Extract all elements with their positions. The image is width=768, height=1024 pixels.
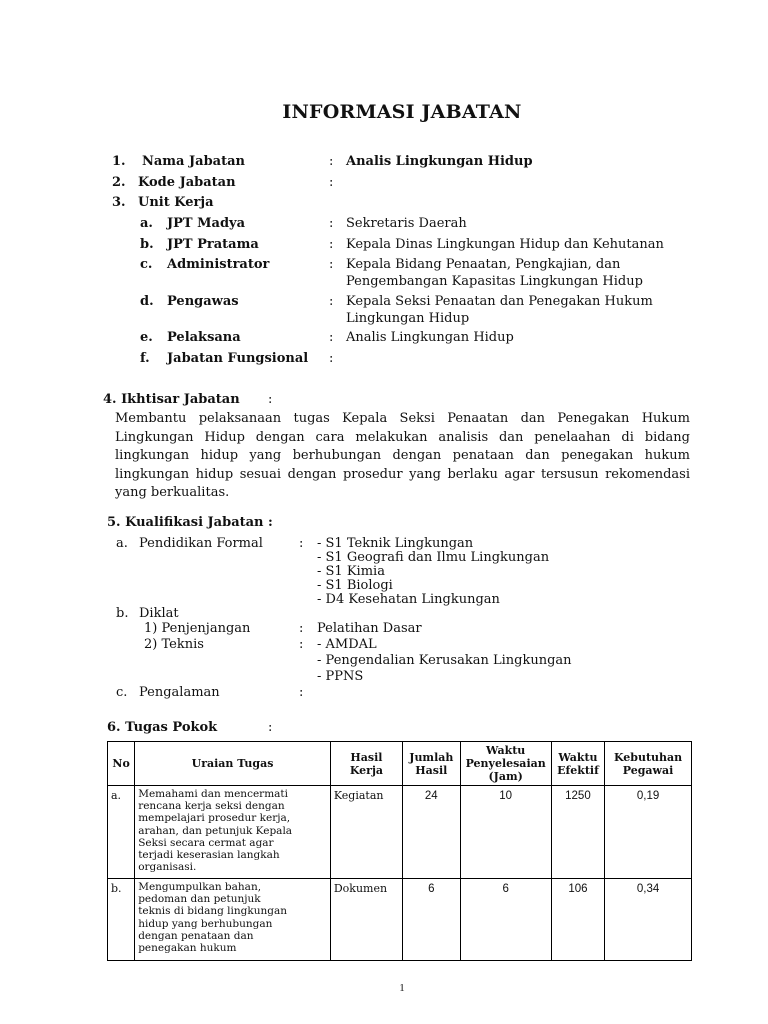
uraian-line: terjadi keserasian langkah (138, 849, 280, 862)
pendidikan-colon: : (299, 536, 304, 551)
col-header-no: No (108, 742, 135, 786)
item-num: 1. (112, 154, 126, 169)
cell-kebutuhan: 0,19 (605, 786, 692, 879)
cell-waktu: 10 (460, 786, 551, 879)
cell-efektif: 106 (551, 879, 604, 961)
pendidikan-item: - S1 Biologi (317, 578, 393, 593)
unit-label: Administrator (167, 257, 270, 272)
uraian-line: organisasi. (138, 861, 197, 874)
unit-colon: : (329, 237, 334, 252)
ikhtisar-text: Membantu pelaksanaan tugas Kepala Seksi Penaatan dan Penegakan Hukum Lingkungan Hidup dengan cara melakukan analisis dan penelaahan di bidang lingkungan hidup yang berhubungan dengan penataan dan penegakan hukum lingkungan hidup sesuai dengan prosedur yang berlaku agar tersusun rekomendasi yang berkualitas. (115, 411, 690, 500)
uraian-line: hidup yang berhubungan (138, 917, 273, 930)
item-label: Nama Jabatan (142, 154, 245, 169)
col-header-jumlah: Jumlah Hasil (403, 742, 461, 786)
pendidikan-item: - S1 Kimia (317, 564, 385, 579)
pengalaman-label: Pengalaman (139, 685, 220, 700)
item-colon: : (329, 154, 334, 169)
tugas-colon: : (268, 720, 273, 735)
table-header-row (108, 742, 692, 786)
uraian-line: arahan, dan petunjuk Kepala (138, 824, 293, 837)
pendidikan-item: - S1 Geografi dan Ilmu Lingkungan (317, 550, 550, 565)
teknis-colon: : (299, 637, 304, 652)
unit-letter: d. (140, 294, 154, 309)
uraian-line: mempelajari prosedur kerja, (138, 812, 291, 825)
unit-letter: b. (140, 237, 154, 252)
penjenjangan-colon: : (299, 621, 304, 636)
cell-kebutuhan: 0,34 (605, 879, 692, 961)
uraian-line: Seksi secara cermat agar (138, 836, 274, 849)
item-colon: : (329, 175, 334, 190)
pendidikan-item: - D4 Kesehatan Lingkungan (317, 592, 500, 607)
page-title: INFORMASI JABATAN (282, 101, 522, 123)
unit-value: Sekretaris Daerah (346, 216, 467, 231)
pendidikan-letter: a. (116, 536, 128, 551)
page-number: 1 (399, 982, 405, 994)
unit-label: JPT Pratama (167, 237, 259, 252)
unit-value: Kepala Bidang Penaatan, Pengkajian, dan (346, 257, 621, 272)
teknis-item: - AMDAL (317, 637, 377, 652)
item-value: Analis Lingkungan Hidup (346, 154, 533, 169)
cell-hasil: Kegiatan (330, 786, 402, 879)
uraian-line: Memahami dan mencermati (138, 788, 288, 800)
diklat-label: Diklat (139, 606, 179, 621)
unit-letter: c. (140, 257, 153, 272)
cell-waktu: 6 (460, 879, 551, 961)
pendidikan-label: Pendidikan Formal (139, 536, 263, 551)
penjenjangan-value: Pelatihan Dasar (317, 621, 422, 636)
ikhtisar-heading: 4. Ikhtisar Jabatan (103, 392, 240, 407)
unit-label: Pelaksana (167, 330, 241, 345)
unit-colon: : (329, 351, 334, 366)
unit-value: Kepala Dinas Lingkungan Hidup dan Kehutanan (346, 237, 664, 252)
uraian-line: teknis di bidang lingkungan (138, 905, 287, 918)
unit-value: Analis Lingkungan Hidup (346, 330, 514, 345)
uraian-line: rencana kerja seksi dengan (138, 800, 285, 813)
unit-value: Lingkungan Hidup (346, 311, 470, 326)
col-header-waktu-penyelesaian: Waktu Penyelesaian (Jam) (460, 742, 551, 786)
cell-hasil: Dokumen (330, 879, 402, 961)
unit-colon: : (329, 216, 334, 231)
pendidikan-item: - S1 Teknik Lingkungan (317, 536, 474, 551)
teknis-label: 2) Teknis (144, 637, 204, 652)
cell-uraian (135, 879, 331, 961)
unit-label: JPT Madya (167, 216, 246, 231)
penjenjangan-label: 1) Penjenjangan (144, 621, 251, 636)
col-header-uraian: Uraian Tugas (135, 742, 331, 786)
unit-letter: a. (140, 216, 153, 231)
col-header-waktu-efektif: Waktu Efektif (551, 742, 604, 786)
table-row (108, 879, 692, 961)
unit-label: Jabatan Fungsional (167, 351, 309, 366)
uraian-line: Mengumpulkan bahan, (138, 881, 262, 893)
unit-colon: : (329, 294, 334, 309)
unit-value: Kepala Seksi Penaatan dan Penegakan Hukum (346, 294, 653, 309)
item-label: Kode Jabatan (138, 175, 236, 190)
pengalaman-colon: : (299, 685, 304, 700)
unit-letter: f. (140, 351, 150, 366)
tugas-table (107, 741, 692, 961)
uraian-line: dengan penataan dan (138, 929, 254, 942)
unit-colon: : (329, 257, 334, 272)
uraian-line: pedoman dan petunjuk (138, 893, 261, 906)
item-label: Unit Kerja (138, 195, 214, 210)
cell-no: a. (108, 786, 135, 879)
cell-jumlah: 6 (403, 879, 461, 961)
unit-label: Pengawas (167, 294, 239, 309)
col-header-hasil: Hasil Kerja (330, 742, 402, 786)
ikhtisar-paragraph (115, 410, 690, 503)
teknis-item: - PPNS (317, 669, 364, 684)
diklat-letter: b. (116, 606, 129, 621)
uraian-line: penegakan hukum (138, 942, 237, 955)
unit-value: Pengembangan Kapasitas Lingkungan Hidup (346, 274, 643, 289)
cell-uraian (135, 786, 331, 879)
cell-jumlah: 24 (403, 786, 461, 879)
cell-efektif: 1250 (551, 786, 604, 879)
item-num: 3. (112, 195, 126, 210)
tugas-heading: 6. Tugas Pokok (107, 720, 218, 735)
teknis-item: - Pengendalian Kerusakan Lingkungan (317, 653, 572, 668)
ikhtisar-colon: : (268, 392, 273, 407)
col-header-kebutuhan: Kebutuhan Pegawai (605, 742, 692, 786)
unit-colon: : (329, 330, 334, 345)
pengalaman-letter: c. (116, 685, 128, 700)
kualifikasi-heading: 5. Kualifikasi Jabatan : (107, 515, 273, 530)
table-row (108, 786, 692, 879)
cell-no: b. (108, 879, 135, 961)
unit-letter: e. (140, 330, 153, 345)
item-num: 2. (112, 175, 126, 190)
